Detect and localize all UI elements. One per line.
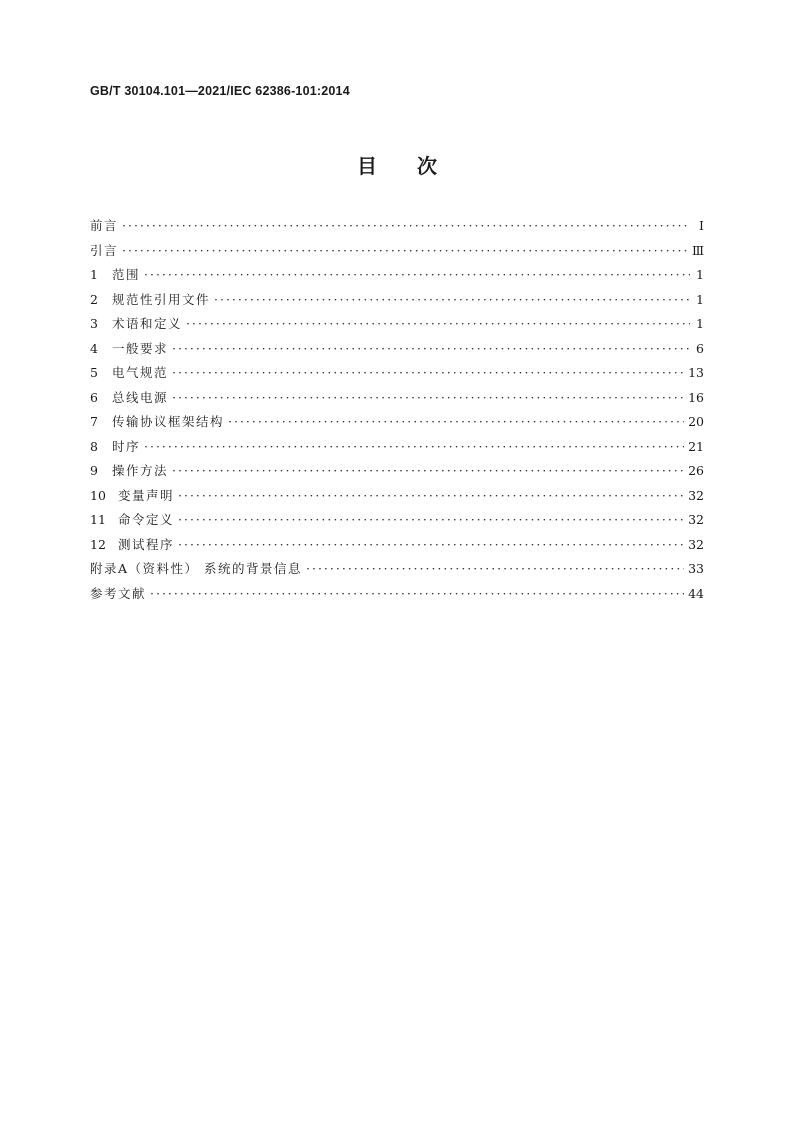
- toc-leader-dots: [172, 361, 684, 386]
- toc-entry-page: 20: [688, 414, 704, 429]
- toc-leader-dots: [178, 508, 684, 533]
- toc-entry-section-8[interactable]: [90, 435, 704, 460]
- toc-entry-foreword[interactable]: [90, 214, 704, 239]
- toc-entry-appendix-a[interactable]: [90, 557, 704, 582]
- toc-entry-section-3[interactable]: [90, 312, 704, 337]
- toc-entry-page: 32: [688, 512, 704, 527]
- toc-entry-label: 前言: [90, 218, 119, 233]
- toc-entry-number: 9: [90, 463, 98, 478]
- toc-entry-page: 21: [688, 438, 704, 454]
- toc-entry-label: 传输协议框架结构: [112, 414, 225, 429]
- toc-entry-number: 7: [90, 414, 98, 429]
- toc-entry-number: 5: [90, 365, 98, 380]
- toc-entry-page: 6: [696, 340, 704, 356]
- toc-entry-page: 1: [696, 316, 704, 331]
- toc-entry-section-5[interactable]: [90, 361, 704, 386]
- toc-entry-section-12[interactable]: [90, 533, 704, 558]
- toc-entry-section-10[interactable]: [90, 484, 704, 509]
- toc-entry-number: 1: [90, 267, 98, 282]
- toc-entry-number: 12: [90, 536, 106, 552]
- toc-entry-number: 6: [90, 389, 98, 405]
- toc-entry-page: 32: [688, 487, 704, 503]
- toc-entry-label: 一般要求: [112, 340, 169, 356]
- toc-entry-label: 规范性引用文件: [112, 291, 211, 307]
- toc-entry-number: 8: [90, 438, 98, 454]
- toc-leader-dots: [178, 484, 684, 509]
- toc-leader-dots: [214, 288, 690, 313]
- toc-entry-label: 电气规范: [112, 365, 169, 380]
- toc-entry-number: 2: [90, 291, 98, 307]
- toc-entry-page: 16: [688, 389, 704, 405]
- toc-entry-label: 总线电源: [112, 389, 169, 405]
- toc-entry-section-4[interactable]: [90, 337, 704, 362]
- toc-leader-dots: [228, 410, 684, 435]
- toc-title: 目次: [357, 154, 477, 178]
- toc-entry-introduction[interactable]: [90, 239, 704, 264]
- toc-leader-dots: [150, 582, 684, 607]
- toc-leader-dots: [172, 386, 684, 411]
- toc-entry-page: 1: [696, 291, 704, 307]
- toc-entry-label: 范围: [112, 267, 141, 282]
- toc-leader-dots: [122, 239, 688, 264]
- toc-entry-label: 参考文献: [90, 585, 147, 601]
- toc-entry-label: 命令定义: [118, 512, 175, 527]
- toc-entry-number: 11: [90, 512, 106, 527]
- toc-leader-dots: [306, 557, 684, 582]
- toc-entry-page: Ⅰ: [699, 218, 704, 233]
- toc-entry-label: 变量声明: [118, 487, 175, 503]
- toc-entry-label: 时序: [112, 438, 141, 454]
- toc-entry-label: 术语和定义: [112, 316, 183, 331]
- toc-entry-bibliography[interactable]: [90, 582, 704, 607]
- toc-entry-label: 附录A（资料性） 系统的背景信息: [90, 561, 303, 576]
- toc-leader-dots: [122, 214, 690, 239]
- toc-entry-section-2[interactable]: [90, 288, 704, 313]
- toc-list: [90, 214, 704, 606]
- toc-leader-dots: [144, 435, 684, 460]
- toc-entry-label: 引言: [90, 242, 119, 258]
- toc-entry-label: 操作方法: [112, 463, 169, 478]
- toc-leader-dots: [144, 263, 690, 288]
- toc-entry-page: 13: [688, 365, 704, 380]
- toc-entry-section-11[interactable]: [90, 508, 704, 533]
- standard-number-header: GB/T 30104.101—2021/IEC 62386-101:2014: [90, 84, 350, 98]
- toc-entry-page: 32: [688, 536, 704, 552]
- toc-leader-dots: [186, 312, 690, 337]
- toc-entry-number: 3: [90, 316, 98, 331]
- toc-entry-page: 1: [696, 267, 704, 282]
- toc-leader-dots: [178, 533, 684, 558]
- toc-entry-page: 26: [688, 463, 704, 478]
- toc-entry-number: 10: [90, 487, 106, 503]
- toc-entry-section-9[interactable]: [90, 459, 704, 484]
- toc-entry-page: 44: [688, 585, 704, 601]
- toc-entry-section-6[interactable]: [90, 386, 704, 411]
- toc-entry-page: 33: [688, 561, 704, 576]
- toc-entry-label: 测试程序: [118, 536, 175, 552]
- toc-entry-page: Ⅲ: [691, 242, 704, 258]
- toc-leader-dots: [172, 337, 690, 362]
- toc-entry-section-1[interactable]: [90, 263, 704, 288]
- toc-entry-number: 4: [90, 340, 98, 356]
- toc-entry-section-7[interactable]: [90, 410, 704, 435]
- toc-leader-dots: [172, 459, 684, 484]
